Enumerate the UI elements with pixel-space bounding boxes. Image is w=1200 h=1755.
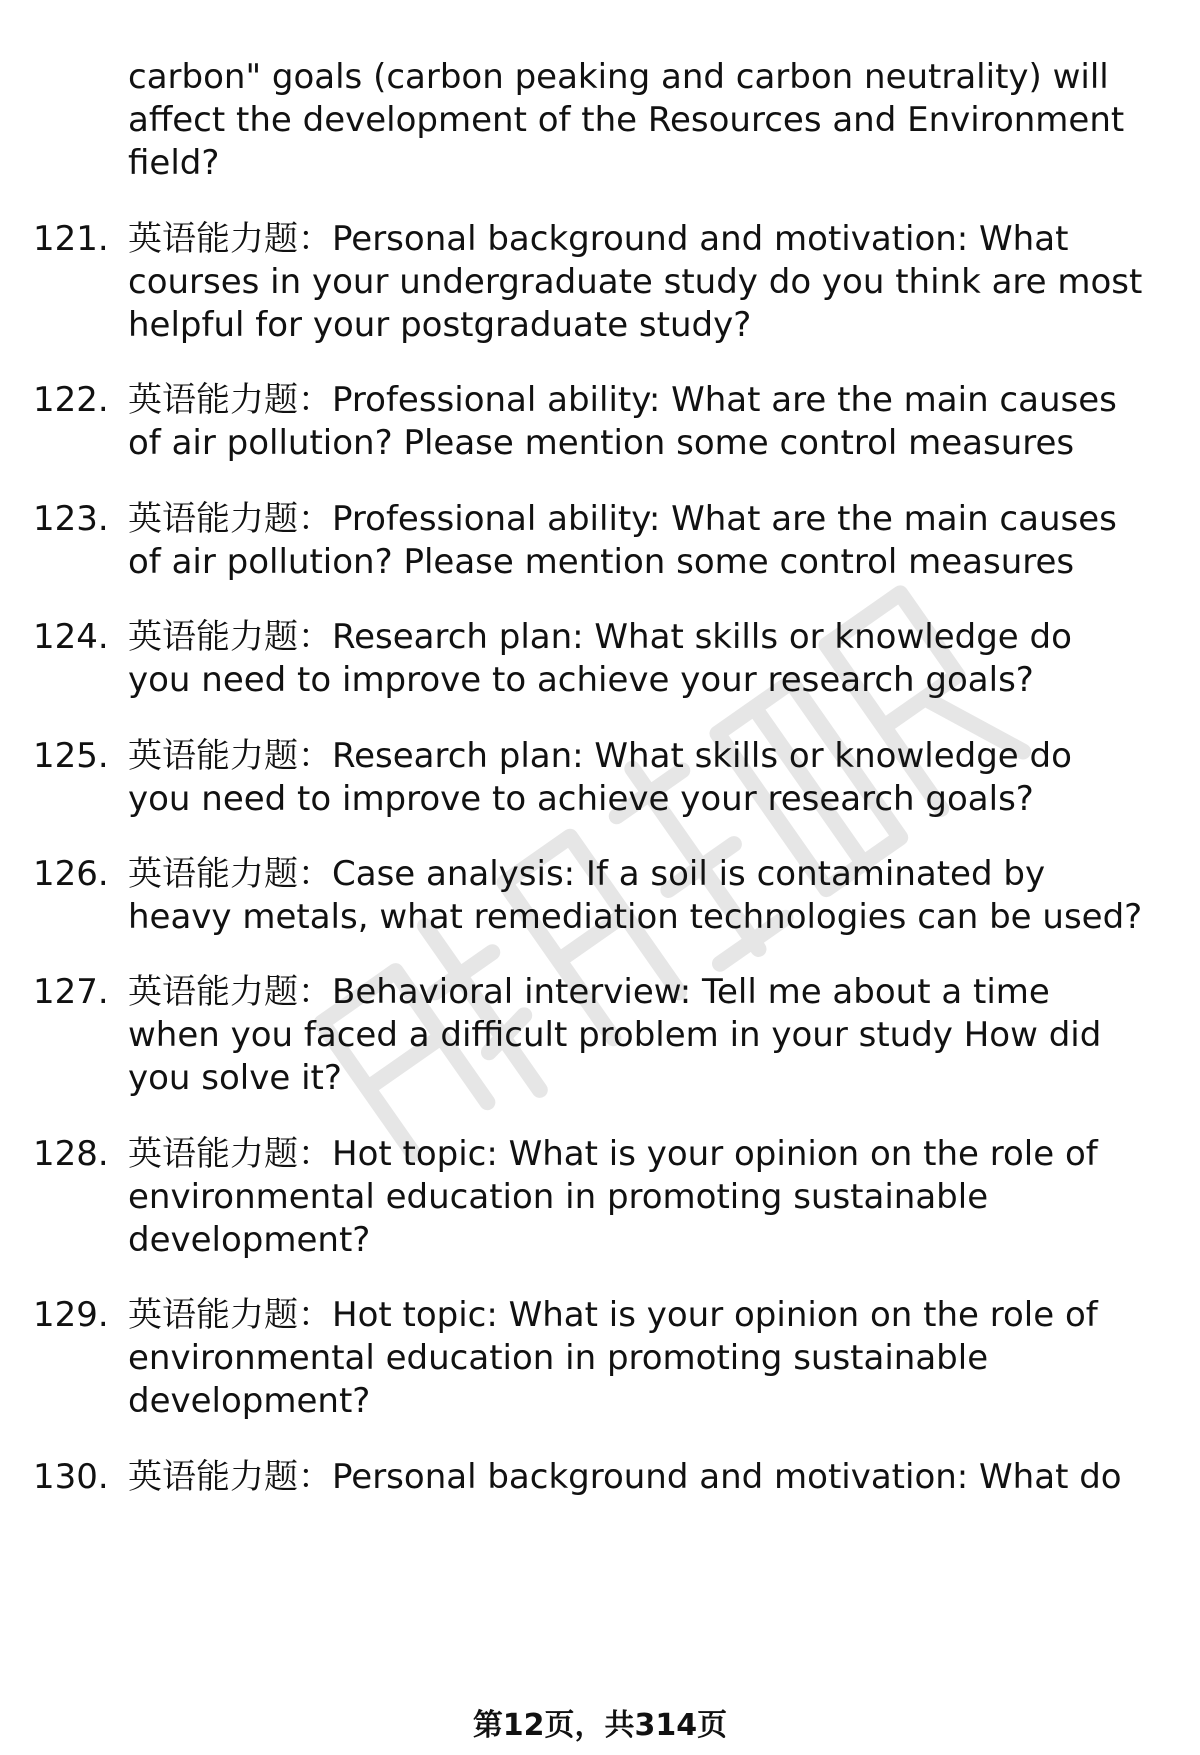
item-121-line-1: 英语能力题：Personal background and motivation: What (128, 219, 1069, 259)
item-126-number: 126. (33, 854, 109, 894)
item-126-line-2: heavy metals, what remediation technologies can be used? (128, 897, 1143, 937)
item-123-number: 123. (33, 499, 109, 539)
item-124-number: 124. (33, 617, 109, 657)
item-122-number: 122. (33, 380, 109, 420)
item-129-line-3: development? (128, 1381, 371, 1421)
item-128-number: 128. (33, 1134, 109, 1174)
item-0-line-2: affect the development of the Resources and Environment (128, 100, 1125, 140)
item-129-line-1: 英语能力题：Hot topic: What is your opinion on the role of (128, 1295, 1098, 1335)
item-127-line-2: when you faced a difficult problem in your study How did (128, 1015, 1102, 1055)
item-122-line-1: 英语能力题：Professional ability: What are the main causes (128, 380, 1117, 420)
item-125-number: 125. (33, 736, 109, 776)
item-129-number: 129. (33, 1295, 109, 1335)
item-125-line-2: you need to improve to achieve your research goals? (128, 779, 1034, 819)
item-121-line-3: helpful for your postgraduate study? (128, 305, 752, 345)
item-122-line-2: of air pollution? Please mention some control measures (128, 423, 1075, 463)
item-124-line-1: 英语能力题：Research plan: What skills or knowledge do (128, 617, 1072, 657)
item-121-line-2: courses in your undergraduate study do you think are most (128, 262, 1143, 302)
item-123-line-1: 英语能力题：Professional ability: What are the main causes (128, 499, 1117, 539)
item-128-line-1: 英语能力题：Hot topic: What is your opinion on the role of (128, 1134, 1098, 1174)
item-125-line-1: 英语能力题：Research plan: What skills or knowledge do (128, 736, 1072, 776)
item-124-line-2: you need to improve to achieve your research goals? (128, 660, 1034, 700)
item-126-line-1: 英语能力题：Case analysis: If a soil is contaminated by (128, 854, 1046, 894)
item-130-number: 130. (33, 1457, 109, 1497)
item-128-line-2: environmental education in promoting sustainable (128, 1177, 989, 1217)
item-127-line-3: you solve it? (128, 1058, 342, 1098)
item-0-line-1: carbon" goals (carbon peaking and carbon neutrality) will (128, 57, 1109, 97)
item-130-line-1: 英语能力题：Personal background and motivation: What do (128, 1457, 1122, 1497)
item-128-line-3: development? (128, 1220, 371, 1260)
item-127-number: 127. (33, 972, 109, 1012)
item-0-line-3: field? (128, 143, 220, 183)
item-127-line-1: 英语能力题：Behavioral interview: Tell me about a time (128, 972, 1050, 1012)
item-129-line-2: environmental education in promoting sustainable (128, 1338, 989, 1378)
page-number-footer: 第12页，共314页 (472, 1708, 728, 1743)
item-121-number: 121. (33, 219, 109, 259)
item-123-line-2: of air pollution? Please mention some control measures (128, 542, 1075, 582)
